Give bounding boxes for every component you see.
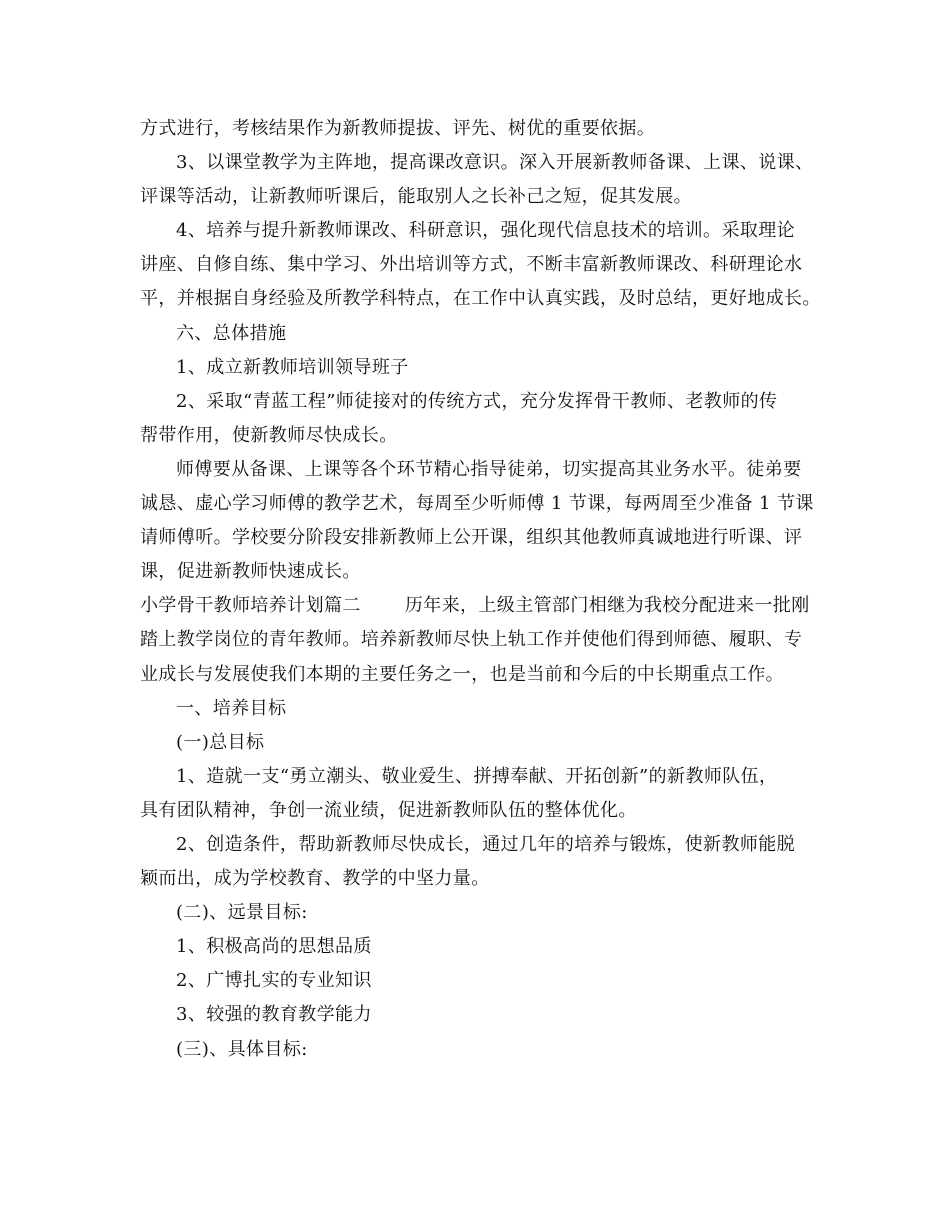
paragraph-line: 请师傅听。学校要分阶段安排新教师上公开课，组织其他教师真诚地进行听课、评 [140,527,803,549]
paragraph-line: 方式进行，考核结果作为新教师提拔、评先、树优的重要依据。 [140,118,656,139]
list-item: 1、成立新教师培训领导班子 [176,356,409,378]
subsection-heading: (三)、具体目标: [176,1038,308,1060]
section-heading: 一、培养目标 [176,697,287,719]
paragraph-line: 1、造就一支“勇立潮头、敬业爱生、拼搏奉献、开拓创新”的新教师队伍， [176,765,778,787]
section-heading: 六、总体措施 [176,322,287,344]
paragraph-line: 诚恳、虚心学习师傅的教学艺术，每周至少听师傅 1 节课，每两周至少准备 1 节课 [140,493,814,515]
article-title: 小学骨干教师培养计划篇二 [140,595,361,617]
list-item: 3、较强的教育教学能力 [176,1004,372,1026]
paragraph-line: 业成长与发展使我们本期的主要任务之一，也是当前和今后的中长期重点工作。 [140,663,784,685]
paragraph-line: 课，促进新教师快速成长。 [140,561,361,583]
subsection-heading: (一)总目标 [176,731,265,753]
paragraph-text: 历年来，上级主管部门相继为我校分配进来一批刚 [404,595,810,617]
paragraph-line: 2、创造条件，帮助新教师尽快成长，通过几年的培养与锻炼，使新教师能脱 [176,833,796,855]
paragraph-line: 评课等活动，让新教师听课后，能取别人之长补己之短，促其发展。 [140,186,692,208]
list-item: 1、积极高尚的思想品质 [176,936,372,958]
paragraph-line: 师傅要从备课、上课等各个环节精心指导徒弟，切实提高其业务水平。徒弟要 [176,458,802,480]
paragraph-line: 3、以课堂教学为主阵地，提高课改意识。深入开展新教师备课、上课、说课、 [176,152,814,174]
document-page [140,112,830,1067]
paragraph-line: 2、采取“青蓝工程”师徒接对的传统方式，充分发挥骨干教师、老教师的传 [176,390,778,412]
paragraph-line: 具有团队精神，争创一流业绩，促进新教师队伍的整体优化。 [140,799,637,821]
paragraph-line [140,589,830,623]
paragraph-line: 4、培养与提升新教师课改、科研意识，强化现代信息技术的培训。采取理论 [176,220,796,242]
paragraph-line: 颖而出，成为学校教育、教学的中坚力量。 [140,868,490,890]
subsection-heading: (二)、远景目标: [176,902,308,924]
list-item: 2、广博扎实的专业知识 [176,970,372,992]
paragraph-line: 帮带作用，使新教师尽快成长。 [140,424,398,446]
paragraph-line: 踏上教学岗位的青年教师。培养新教师尽快上轨工作并使他们得到师德、履职、专 [140,629,803,651]
paragraph-line: 平，并根据自身经验及所教学科特点，在工作中认真实践，及时总结，更好地成长。 [140,288,821,310]
paragraph-line: 讲座、自修自练、集中学习、外出培训等方式，不断丰富新教师课改、科研理论水 [140,254,803,276]
